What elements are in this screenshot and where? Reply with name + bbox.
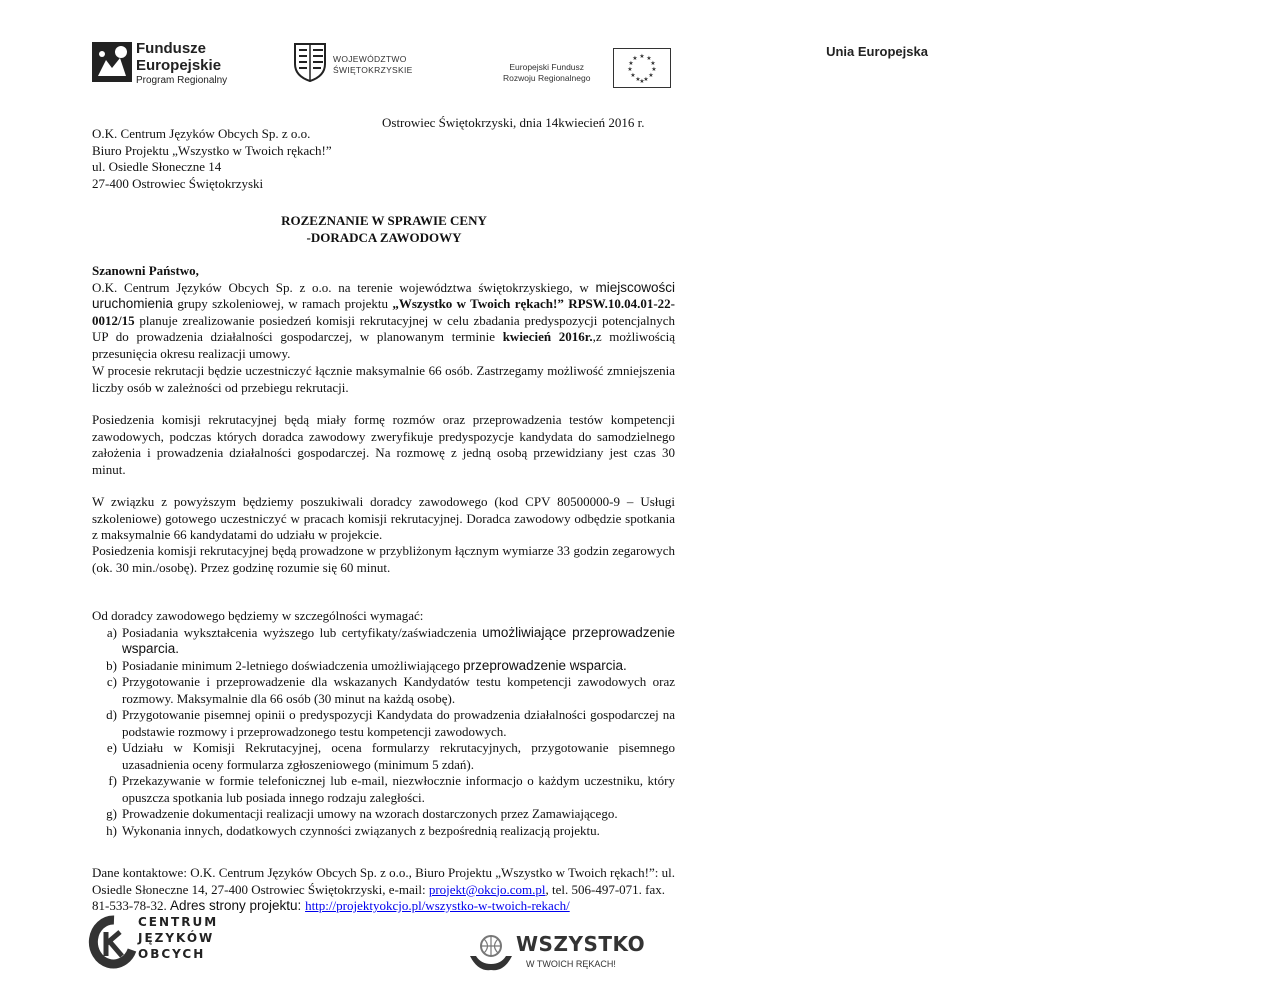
wtr-line1: WSZYSTKO bbox=[516, 932, 646, 956]
title-line1: ROZEZNANIE W SPRAWIE CENY bbox=[281, 213, 487, 228]
fe-line2: Europejskie bbox=[136, 57, 222, 74]
fe-line1: Fundusze bbox=[136, 40, 206, 57]
sender-address bbox=[92, 126, 332, 192]
svg-text:★: ★ bbox=[639, 78, 645, 85]
list-item: d) Przygotowanie pisemnej opinii o predyspozycji Kandydata do prowadzenia działalności gospodarczej na podstawie rozmowy i przeprowadzonego testu kompetencji zawodowych. bbox=[106, 707, 675, 739]
salutation: Szanowni Państwo, bbox=[92, 263, 199, 278]
hands-globe-icon bbox=[468, 930, 514, 974]
paragraph-2: W procesie rekrutacji będzie uczestniczyć łącznie maksymalnie 66 osób. Zastrzegamy możliwość zmniejszenia liczby osób w zależności od przebiegu rekrutacji. bbox=[92, 363, 675, 395]
svg-text:★: ★ bbox=[648, 72, 654, 79]
list-item: h) Wykonania innych, dodatkowych czynności związanych z bezpośrednią realizacją projektu. bbox=[106, 822, 600, 838]
address-line: O.K. Centrum Języków Obcych Sp. z o.o. bbox=[92, 126, 311, 141]
list-item: a) Posiadania wykształcenia wyższego lub certyfikaty/zaświadczenia umożliwiające przeprowadzenie wsparcia. bbox=[106, 624, 675, 656]
title-line2: -DORADCA ZAWODOWY bbox=[306, 229, 462, 245]
ue-title: Unia Europejska bbox=[826, 44, 928, 59]
svg-text:★: ★ bbox=[646, 55, 652, 62]
wtr-line2: W TWOICH RĘKACH! bbox=[526, 959, 616, 969]
coat-of-arms-icon bbox=[293, 40, 327, 82]
unia-europejska-logo bbox=[493, 44, 928, 94]
website-link[interactable]: http://projektyokcjo.pl/wszystko-w-twoich-rekach/ bbox=[305, 898, 570, 913]
list-item: c) Przygotowanie i przeprowadzenie dla wskazanych Kandydatów testu kompetencji zawodowych oraz rozmowy. Maksymalnie dla 66 osób (30 minut na każdą osobę). bbox=[106, 674, 675, 706]
list-intro: Od doradcy zawodowego będziemy w szczególności wymagać: bbox=[92, 608, 424, 623]
cjo-line2: JĘZYKÓW bbox=[138, 931, 215, 945]
svg-text:★: ★ bbox=[651, 66, 657, 73]
cjo-line1: CENTRUM bbox=[138, 915, 219, 929]
ue-line1: Europejski Fundusz bbox=[509, 62, 585, 72]
ue-line2: Rozwoju Regionalnego bbox=[503, 73, 591, 83]
paragraph-1: O.K. Centrum Języków Obcych Sp. z o.o. na terenie województwa świętokrzyskiego, w miejscowości uruchomienia grupy szkoleniowej, w ramach projektu „Wszystko w Twoich rękach!” RPSW.10.04.01-22-0012/15 planuje zrealizowanie posiedzeń komisji rekrutacyjnej w celu zbadania predyspozycji potencjalnych UP do prowadzenia działalności gospodarczej, w planowanym terminie kwiecień 2016r.,z możliwością przesunięcia okresu realizacji umowy. bbox=[92, 279, 675, 361]
list-item: g) Prowadzenie dokumentacji realizacji umowy na wzorach dostarczonych przez Zamawiającego. bbox=[106, 806, 618, 821]
document-title bbox=[0, 213, 768, 246]
centrum-jezykow-obcych-logo bbox=[92, 914, 219, 974]
wojewodztwo-logo bbox=[293, 40, 433, 84]
svg-text:★: ★ bbox=[643, 76, 649, 83]
address-line: Biuro Projektu „Wszystko w Twoich rękach!” bbox=[92, 142, 332, 158]
requirements-list bbox=[92, 608, 675, 839]
document-date: Ostrowiec Świętokrzyski, dnia 14kwiecień 2016 r. bbox=[382, 115, 645, 130]
eu-flag-icon bbox=[613, 48, 671, 88]
svg-text:★: ★ bbox=[650, 60, 656, 67]
list-item: b) Posiadanie minimum 2-letniego doświadczenia umożliwiającego przeprowadzenie wsparcia. bbox=[106, 657, 627, 673]
cjo-line3: OBCYCH bbox=[138, 947, 206, 961]
svg-text:★: ★ bbox=[639, 53, 645, 60]
contact-info: Dane kontaktowe: O.K. Centrum Języków Obcych Sp. z o.o., Biuro Projektu „Wszystko w Twoich rękach!”: ul. Osiedle Słoneczne 14, 27-400 Ostrowiec Świętokrzyski, e-mail: projekt@okcjo.com.pl, tel. 506-497-071. fax. 81-533-78-32. Adres strony projektu: http://projektyokcjo.pl/wszystko-w-twoich-rekach/ bbox=[92, 865, 676, 913]
intro-section bbox=[92, 263, 675, 362]
wszystko-w-twoich-rekach-logo bbox=[468, 928, 648, 978]
paragraph-5: Posiedzenia komisji rekrutacyjnej będą prowadzone w przybliżonym łącznym wymiarze 33 godzin zegarowych (ok. 30 min./osobę). Przez godzinę rozumie się 60 minut. bbox=[92, 543, 675, 575]
paragraph-4: W związku z powyższym będziemy poszukiwali doradcy zawodowego (kod CPV 80500000-9 – Usługi szkoleniowe) gotowego uczestniczyć w pracach komisji rekrutacyjnej. Doradca zawodowy odbędzie spotkania z maksymalnie 66 kandydatami do udziału w projekcie. bbox=[92, 494, 675, 542]
address-line: 27-400 Ostrowiec Świętokrzyski bbox=[92, 175, 264, 191]
svg-text:★: ★ bbox=[635, 76, 641, 83]
fe-line3: Program Regionalny bbox=[136, 75, 228, 86]
email-link[interactable]: projekt@okcjo.com.pl bbox=[428, 881, 546, 897]
svg-text:★: ★ bbox=[632, 55, 638, 62]
address-line: ul. Osiedle Słoneczne 14 bbox=[92, 159, 222, 174]
ws-line1: WOJEWÓDZTWO bbox=[333, 54, 407, 64]
svg-text:★: ★ bbox=[628, 60, 634, 67]
svg-text:★: ★ bbox=[627, 66, 633, 73]
ws-line2: ŚWIĘTOKRZYSKIE bbox=[333, 65, 413, 75]
paragraph-3: Posiedzenia komisji rekrutacyjnej będą miały formę rozmów oraz przeprowadzenia testów kompetencji zawodowych, podczas których doradca zawodowy zweryfikuje predyspozycje kandydata do samodzielnego założenia i prowadzenia działalności gospodarczej. Na rozmowę z jedną osobą przewidziany jest czas 30 minut. bbox=[92, 412, 675, 477]
ok-logo-icon bbox=[92, 916, 136, 968]
fundusze-europejskie-logo bbox=[92, 38, 262, 94]
list-item: e) Udziału w Komisji Rekrutacyjnej, ocena formularzy rekrutacyjnych, przygotowanie pisemnego uzasadnienia oceny formularza zgłoszeniowego (minimum 5 zdań). bbox=[106, 740, 675, 772]
fe-star-icon bbox=[92, 42, 132, 82]
list-item: f) Przekazywanie w formie telefonicznej lub e-mail, niezwłocznie informacjo o każdym uczestniku, który opuszcza spotkania lub posiada innego rodzaju zaległości. bbox=[108, 773, 675, 805]
svg-text:★: ★ bbox=[630, 72, 636, 79]
